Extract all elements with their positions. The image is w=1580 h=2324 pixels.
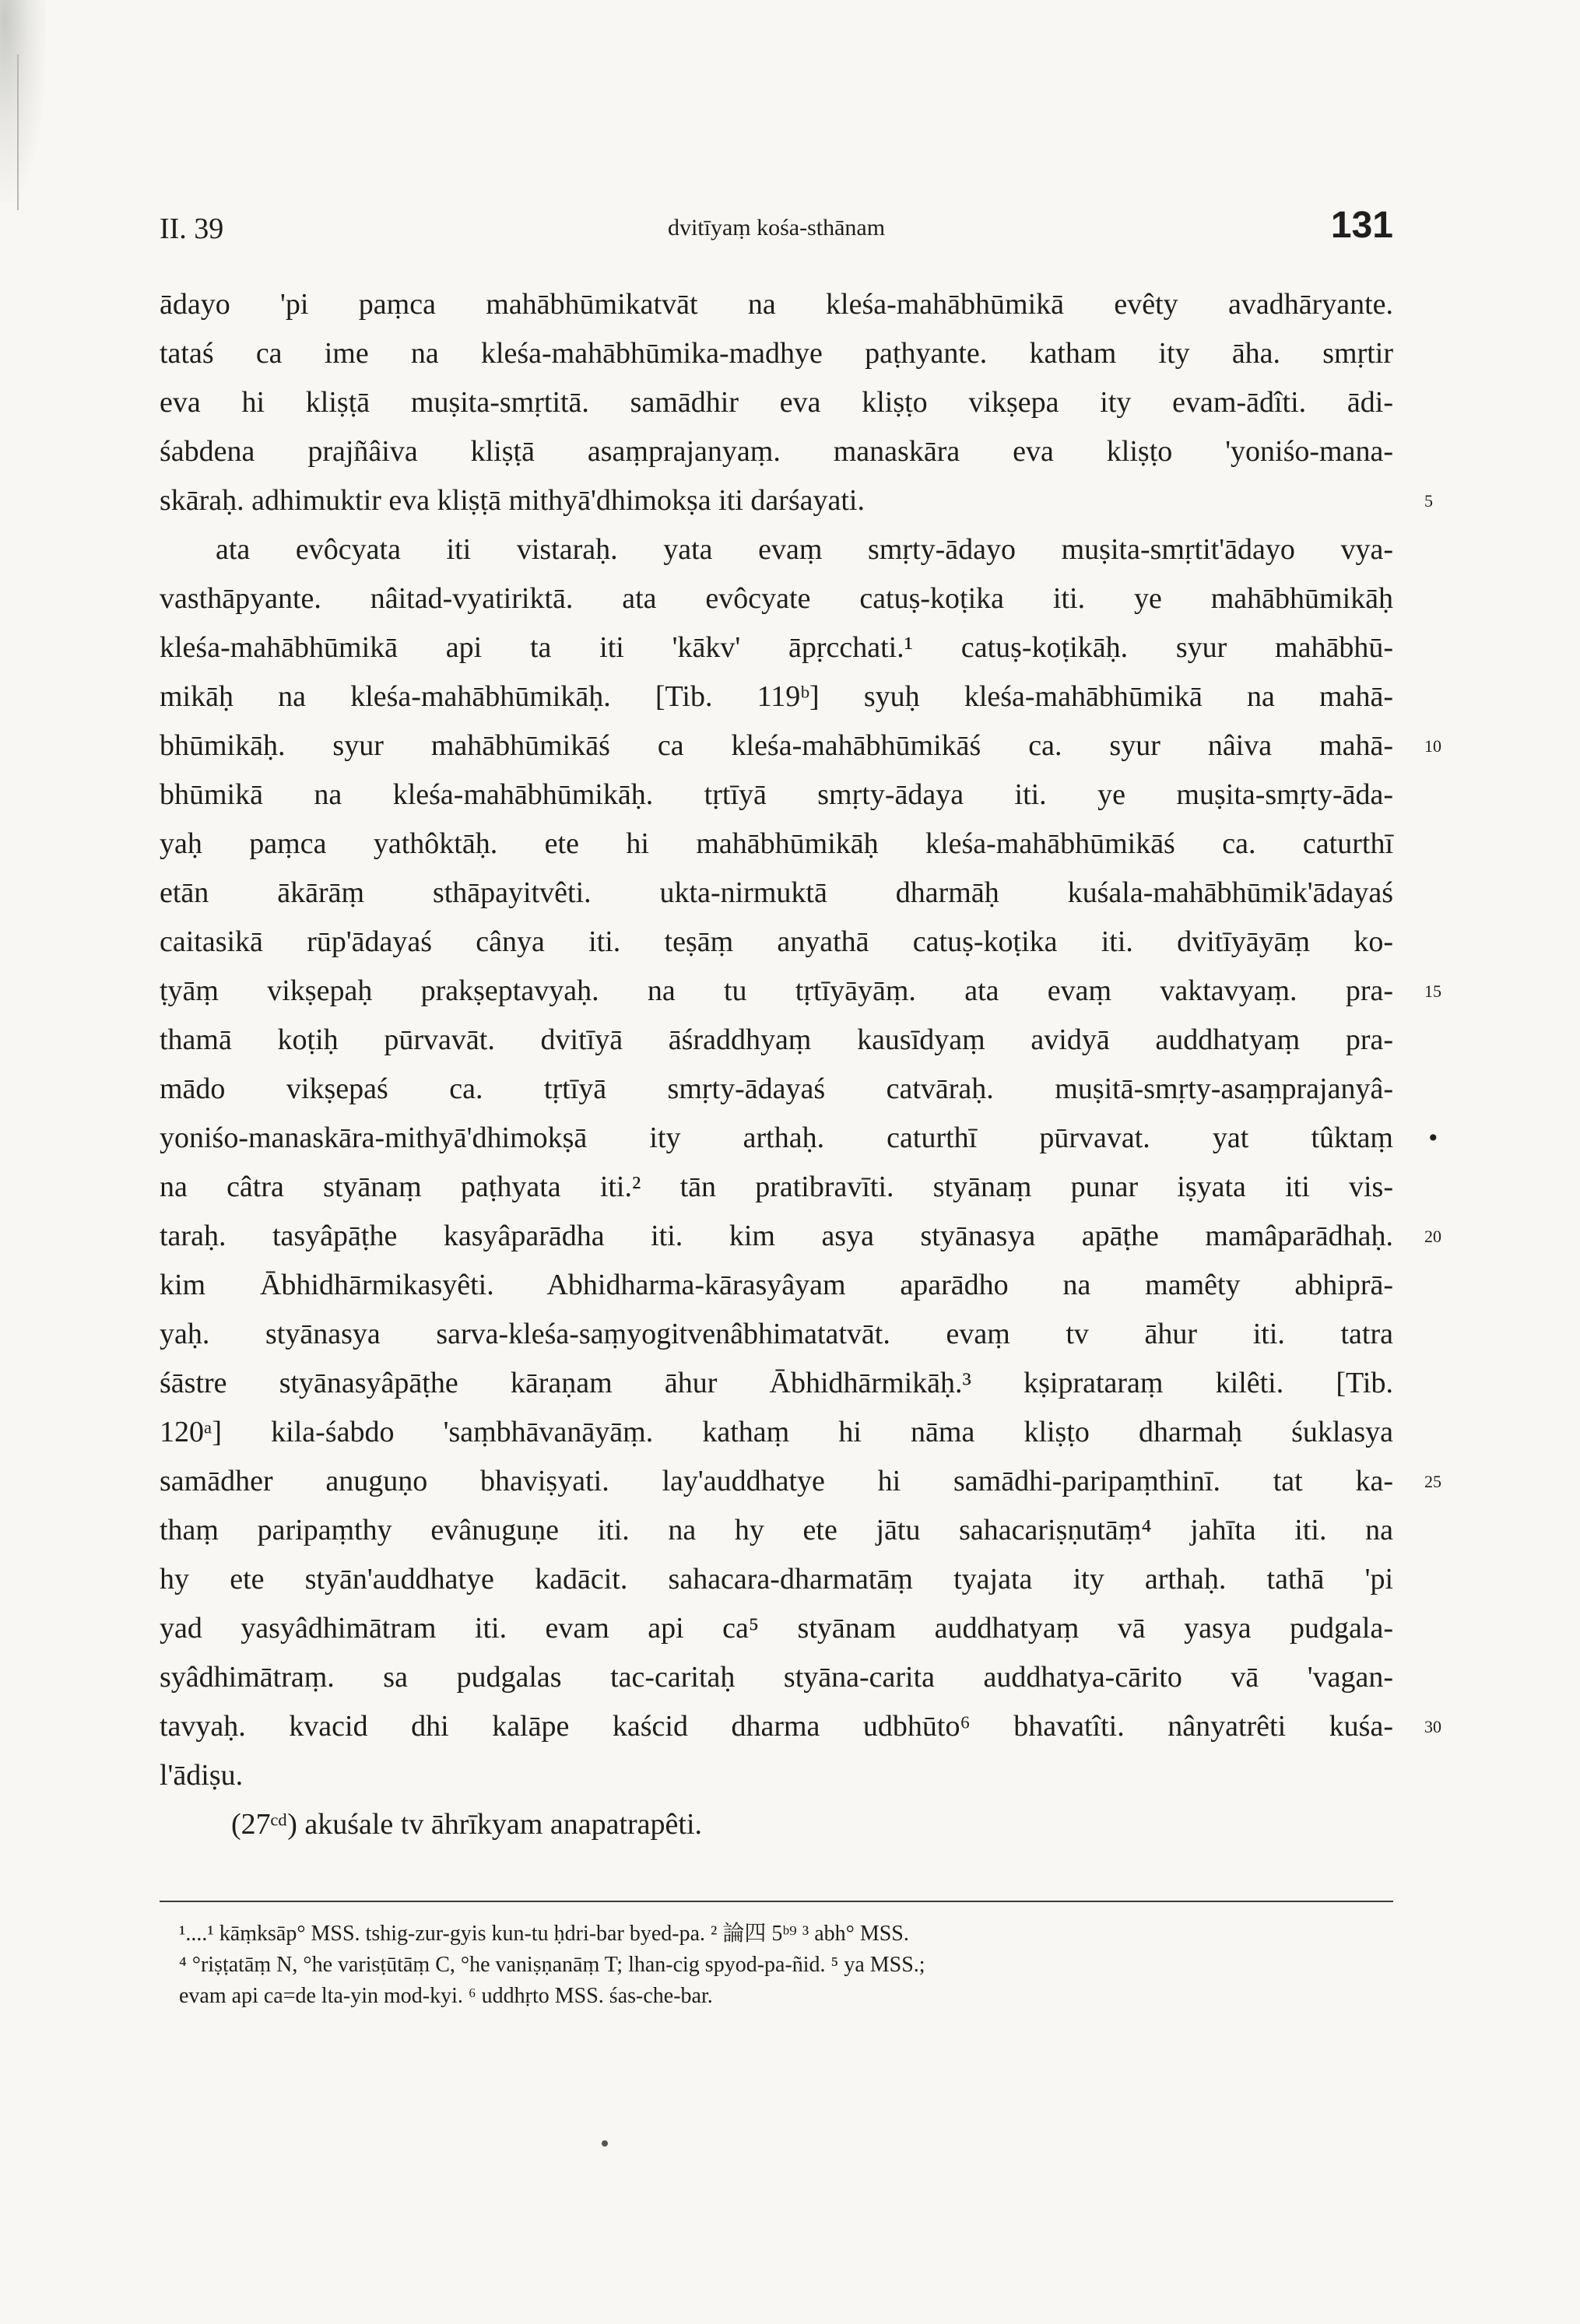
text-line: eva hi kliṣṭā muṣita-smṛtitā. samādhir eva kliṣṭo vikṣepa ity evam-ādîti. ādi- — [160, 386, 1393, 419]
text-line: yad yasyâdhimātram iti. evam api ca⁵ styānam auddhatyaṃ vā yasya pudgala- — [160, 1612, 1393, 1645]
scan-artifact — [0, 0, 47, 202]
margin-mark: • — [1427, 1125, 1440, 1151]
footnote-line: ¹....¹ kāṃksāp° MSS. tshig-zur-gyis kun-tu ḥdri-bar byed-pa. ² 論四 5ᵇ⁹ ³ abh° MSS. — [179, 1922, 909, 1946]
text-line: 120ᵃ] kila-śabdo 'saṃbhāvanāyāṃ. kathaṃ hi nāma kliṣṭo dharmaḥ śuklasya — [160, 1416, 1393, 1448]
text-line: śāstre styānasyâpāṭhe kāraṇam āhur Ābhidhārmikāḥ.³ kṣiprataraṃ kilêti. [Tib. — [160, 1367, 1393, 1399]
text-line: hy ete styān'auddhatye kadācit. sahacara-dharmatāṃ tyajata ity arthaḥ. tathā 'pi — [160, 1563, 1393, 1596]
text-line: tataś ca ime na kleśa-mahābhūmika-madhye paṭhyante. katham ity āha. smṛtir — [160, 337, 1393, 370]
line-number: 10 — [1424, 736, 1441, 756]
text-line: ata evôcyata iti vistaraḥ. yata evaṃ smṛty-ādayo muṣita-smṛtit'ādayo vya- — [216, 533, 1393, 566]
text-line: yaḥ. styānasya sarva-kleśa-saṃyogitvenâbhimatatvāt. evaṃ tv āhur iti. tatra — [160, 1318, 1393, 1350]
text-line: tavyaḥ. kvacid dhi kalāpe kaścid dharma udbhūto⁶ bhavatîti. nânyatrêti kuśa- — [160, 1710, 1393, 1743]
text-line: l'ādiṣu. — [160, 1759, 244, 1792]
footnote-rule — [160, 1901, 1393, 1902]
line-number: 20 — [1424, 1227, 1441, 1246]
text-line: vasthāpyante. nâitad-vyatiriktā. ata evôcyate catuṣ-koṭika iti. ye mahābhūmikāḥ — [160, 582, 1393, 615]
text-line: ādayo 'pi paṃca mahābhūmikatvāt na kleśa-mahābhūmikā evêty avadhāryante. — [160, 288, 1393, 321]
text-line: bhūmikā na kleśa-mahābhūmikāḥ. tṛtīyā smṛty-ādaya iti. ye muṣita-smṛty-āda- — [160, 778, 1393, 811]
text-line: mādo vikṣepaś ca. tṛtīyā smṛty-ādayaś catvāraḥ. muṣitā-smṛty-asaṃprajanyâ- — [160, 1072, 1393, 1105]
page-number: 131 — [1330, 205, 1393, 246]
scan-edge-line — [17, 54, 19, 210]
footnote-line: evam api ca=de lta-yin mod-kyi. ⁶ uddhṛto MSS. śas-che-bar. — [179, 1984, 713, 2008]
line-number: 15 — [1424, 981, 1441, 1001]
text-line: śabdena prajñâiva kliṣṭā asaṃprajanyaṃ. manaskāra eva kliṣṭo 'yoniśo-mana- — [160, 435, 1393, 468]
text-line: thaṃ paripaṃthy evânuguṇe iti. na hy ete jātu sahacariṣṇutāṃ⁴ jahīta iti. na — [160, 1514, 1393, 1546]
text-line: samādher anuguṇo bhaviṣyati. lay'auddhatye hi samādhi-paripaṃthinī. tat ka- — [160, 1465, 1393, 1497]
text-line: na câtra styānaṃ paṭhyata iti.² tān pratibravīti. styānaṃ punar iṣyata iti vis- — [160, 1171, 1393, 1203]
section-reference: II. 39 — [160, 212, 224, 245]
running-title: dvitīyaṃ kośa-sthānam — [667, 215, 886, 240]
stray-mark — [602, 2140, 608, 2147]
text-line: ṭyāṃ vikṣepaḥ prakṣeptavyaḥ. na tu tṛtīyāyāṃ. ata evaṃ vaktavyaṃ. pra- — [160, 974, 1393, 1007]
body-text — [160, 280, 1441, 1849]
page-header — [160, 204, 1393, 258]
text-line: bhūmikāḥ. syur mahābhūmikāś ca kleśa-mahābhūmikāś ca. syur nâiva mahā- — [160, 729, 1393, 762]
text-line: thamā koṭiḥ pūrvavāt. dvitīyā āśraddhyaṃ kausīdyaṃ avidyā auddhatyaṃ pra- — [160, 1023, 1393, 1056]
footnotes — [179, 1919, 1393, 2012]
text-line: caitasikā rūp'ādayaś cânya iti. teṣāṃ anyathā catuṣ-koṭika iti. dvitīyāyāṃ ko- — [160, 925, 1393, 958]
text-line: etān ākārāṃ sthāpayitvêti. ukta-nirmuktā dharmāḥ kuśala-mahābhūmik'ādayaś — [160, 876, 1393, 909]
line-number: 5 — [1424, 491, 1433, 511]
text-line: yaḥ paṃca yathôktāḥ. ete hi mahābhūmikāḥ kleśa-mahābhūmikāś ca. caturthī — [160, 827, 1393, 860]
verse-line: (27ᶜᵈ) akuśale tv āhrīkyam anapatrapêti. — [231, 1808, 703, 1841]
line-number: 25 — [1424, 1472, 1441, 1491]
text-line: syâdhimātraṃ. sa pudgalas tac-caritaḥ styāna-carita auddhatya-cārito vā 'vagan- — [160, 1661, 1393, 1694]
text-line: kleśa-mahābhūmikā api ta iti 'kākv' āpṛcchati.¹ catuṣ-koṭikāḥ. syur mahābhū- — [160, 631, 1393, 664]
line-number: 30 — [1424, 1717, 1441, 1736]
text-line: yoniśo-manaskāra-mithyā'dhimokṣā ity arthaḥ. caturthī pūrvavat. yat tûktaṃ — [160, 1122, 1393, 1154]
text-line: taraḥ. tasyâpāṭhe kasyâparādha iti. kim asya styānasya apāṭhe mamâparādhaḥ. — [160, 1220, 1393, 1252]
text-line: kim Ābhidhārmikasyêti. Abhidharma-kārasyâyam aparādho na mamêty abhiprā- — [160, 1269, 1393, 1301]
footnote-line: ⁴ °riṣṭatāṃ N, °he varisṭūtāṃ C, °he vaniṣṇanāṃ T; lhan-cig spyod-pa-ñid. ⁵ ya MSS.; — [179, 1953, 925, 1977]
text-line: skāraḥ. adhimuktir eva kliṣṭā mithyā'dhimokṣa iti darśayati. — [160, 484, 865, 517]
text-line: mikāḥ na kleśa-mahābhūmikāḥ. [Tib. 119ᵇ] syuḥ kleśa-mahābhūmikā na mahā- — [160, 680, 1393, 713]
